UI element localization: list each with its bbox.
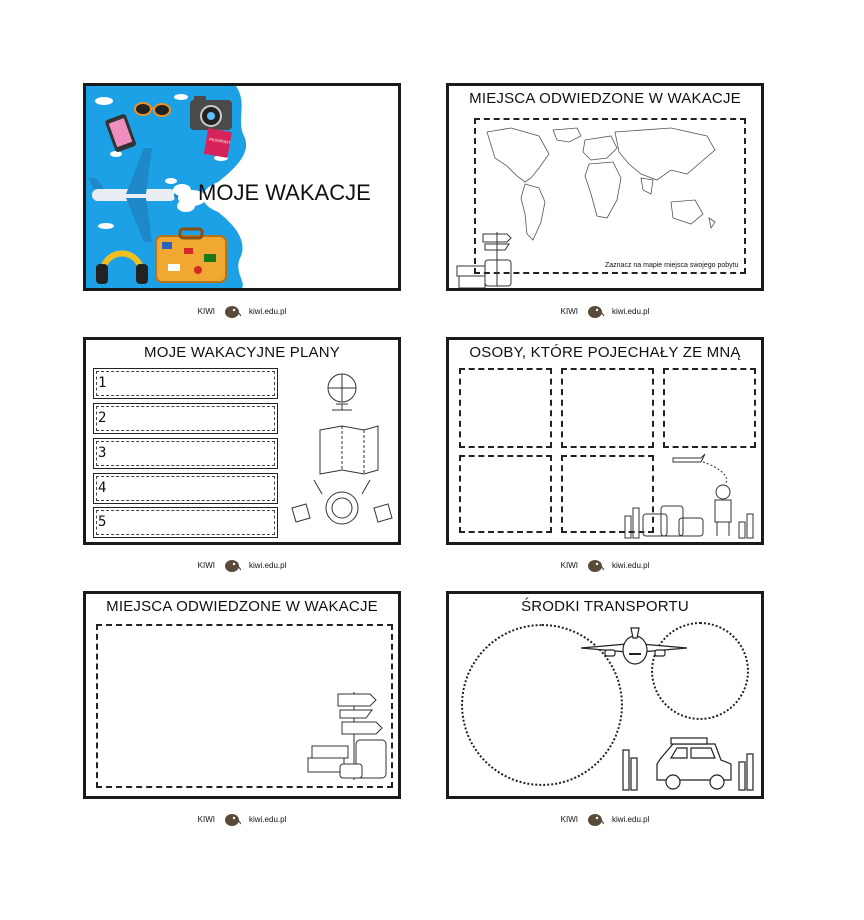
footer-url[interactable]: kiwi.edu.pl — [248, 306, 287, 316]
photo-frame[interactable] — [663, 368, 756, 448]
plan-number: 2 — [98, 410, 107, 426]
footer-url[interactable]: kiwi.edu.pl — [611, 560, 650, 570]
plan-row[interactable] — [93, 507, 278, 538]
plan-number: 1 — [98, 375, 107, 391]
plan-row[interactable] — [93, 368, 278, 399]
footer-url[interactable]: kiwi.edu.pl — [248, 560, 287, 570]
card-title: MIEJSCA ODWIEDZONE W WAKACJE — [469, 90, 741, 107]
kiwi-logo-icon — [586, 810, 604, 828]
camera-icon — [190, 96, 232, 130]
plan-number: 4 — [98, 480, 107, 496]
footer — [446, 555, 764, 575]
cover-title: MOJE WAKACJE — [198, 180, 371, 205]
card-title: MOJE WAKACYJNE PLANY — [144, 344, 340, 361]
footer-brand: KIWI — [197, 560, 215, 570]
plan-row[interactable] — [93, 473, 278, 504]
footer-url[interactable]: kiwi.edu.pl — [611, 306, 650, 316]
transport-card — [446, 591, 764, 799]
footer — [83, 301, 401, 321]
photo-frame[interactable] — [459, 368, 552, 448]
plan-row[interactable] — [93, 403, 278, 434]
kiwi-logo-icon — [223, 556, 241, 574]
footer-url[interactable]: kiwi.edu.pl — [248, 814, 287, 824]
places-card — [83, 591, 401, 799]
cover-card — [83, 83, 401, 291]
luggage-signpost-icon — [455, 230, 517, 290]
kiwi-logo-icon — [223, 810, 241, 828]
footer-url[interactable]: kiwi.edu.pl — [611, 814, 650, 824]
car-city-icon — [621, 732, 761, 792]
plan-number: 5 — [98, 514, 107, 530]
kiwi-logo-icon — [223, 302, 241, 320]
kiwi-logo-icon — [586, 302, 604, 320]
plans-card — [83, 337, 401, 545]
svg-text:PASSPORT: PASSPORT — [208, 136, 231, 146]
footer-brand: KIWI — [197, 306, 215, 316]
map-card — [446, 83, 764, 291]
plan-number: 3 — [98, 445, 107, 461]
traveler-planning-icon — [284, 370, 396, 540]
footer-brand: KIWI — [560, 560, 578, 570]
airplane-icon — [579, 624, 689, 674]
card-title: MIEJSCA ODWIEDZONE W WAKACJE — [106, 598, 378, 615]
footer — [83, 555, 401, 575]
photo-frame[interactable] — [459, 455, 552, 533]
footer — [446, 301, 764, 321]
luggage-signpost-icon — [304, 690, 396, 782]
world-map-icon — [481, 122, 731, 257]
people-card — [446, 337, 764, 545]
card-title: OSOBY, KTÓRE POJECHAŁY ZE MNĄ — [469, 344, 741, 361]
footer-brand: KIWI — [560, 306, 578, 316]
footer — [446, 809, 764, 829]
traveler-city-icon — [621, 444, 761, 544]
footer — [83, 809, 401, 829]
photo-frame[interactable] — [561, 368, 654, 448]
footer-brand: KIWI — [197, 814, 215, 824]
map-caption: Zaznacz na mapie miejsca swojego pobytu — [605, 262, 739, 269]
kiwi-logo-icon — [586, 556, 604, 574]
plan-row[interactable] — [93, 438, 278, 469]
footer-brand: KIWI — [560, 814, 578, 824]
suitcase-icon — [156, 229, 226, 282]
card-title: ŚRODKI TRANSPORTU — [521, 598, 689, 615]
